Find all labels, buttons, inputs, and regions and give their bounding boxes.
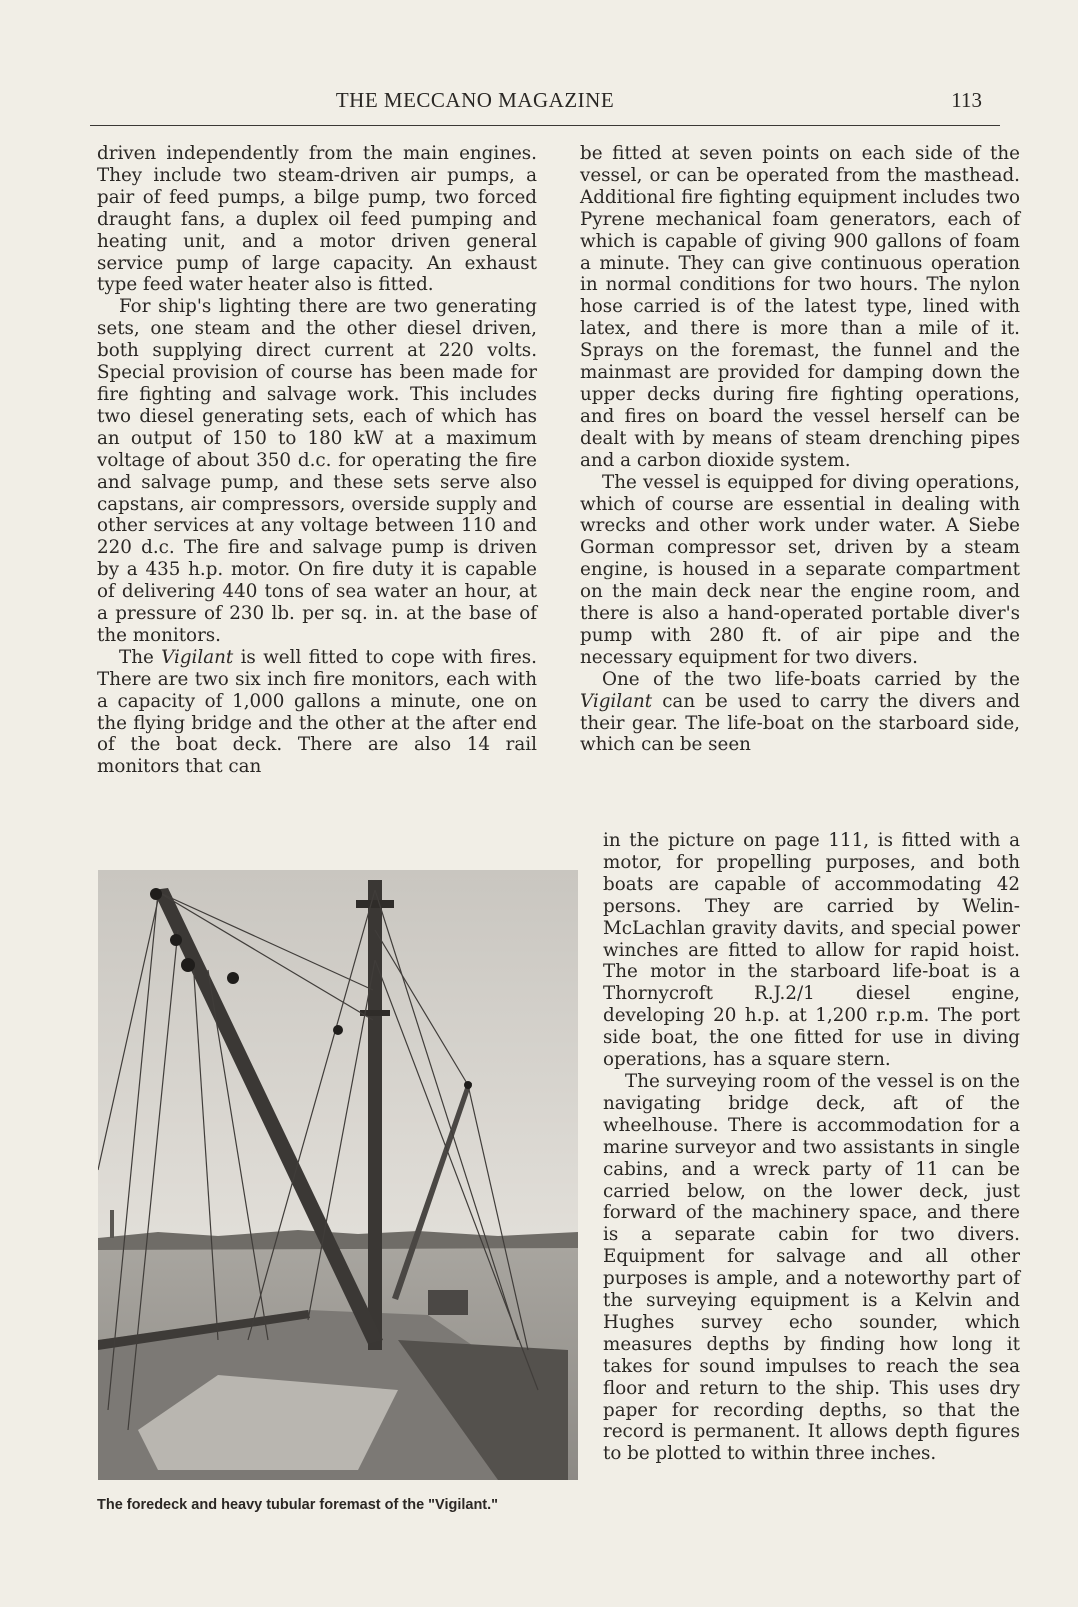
photo-caption: The foredeck and heavy tubular foremast of the "Vigilant." [97,1497,499,1513]
left-column [97,143,537,778]
paragraph-surveying: The surveying room of the vessel is on the navigating bridge deck, aft of the wheelhouse. There is accommodation for a marine surveyor and two assistants in single cabins, and a wreck party of 11 can be carried below, on the lower deck, just forward of the machinery space, and there is a separate cabin for two divers. Equipment for salvage and all other purposes is ample, and a noteworthy part of the surveying equipment is a Kelvin and Hughes survey echo sounder, which measures depths by finding how long it takes for sound impulses to reach the sea floor and return to the ship. This uses dry paper for recording depths, so that the record is permanent. It allows depth figures to be plotted to within three inches. [603,1070,1020,1465]
magazine-title: THE MECCANO MAGAZINE [335,88,615,112]
paragraph-machinery: driven independently from the main engines. They include two steam-driven air pumps, a pair of feed pumps, a bilge pump, two forced draught fans, a duplex oil feed pumping and heating unit, and a motor driven general service pump of large capacity. An exhaust type feed water heater also is fitted. [97,143,537,296]
paragraph-lifeboats-start: One of the two life-boats carried by the Vigilant can be used to carry the divers and their gear. The life-boat on the starboard side, which can be seen [580,668,1020,756]
header-rule [90,125,1000,126]
ship-name: Vigilant [580,690,653,712]
foredeck-photo [98,870,578,1480]
paragraph-lifeboats-continued: in the picture on page 111, is fitted with a motor, for propelling purposes, and both boats are capable of accommodating 42 persons. They are carried by Welin-McLachlan gravity davits, and special power winches are fitted to allow for rapid hoist. The motor in the starboard life-boat is a Thornycroft R.J.2/1 diesel engine, developing 20 h.p. at 1,200 r.p.m. The port side boat, the one fitted for use in diving operations, has a square stern. [603,830,1020,1071]
paragraph-fire-equipment: be fitted at seven points on each side of the vessel, or can be operated from the masthead. Additional fire fighting equipment includes two Pyrene mechanical foam generators, each of which is capable of giving 900 gallons of foam a minute. They can give continuous operation in normal conditions for two hours. The nylon hose carried is of the latest type, lined with latex, and there is more than a mile of it. Sprays on the foremast, the funnel and the mainmast are provided for damping down the upper decks during fire fighting operations, and fires on board the vessel herself can be dealt with by means of steam drenching pipes and a carbon dioxide system. [580,143,1020,471]
paragraph-diving: The vessel is equipped for diving operations, which of course are essential in dealing with wrecks and other work under water. A Siebe Gorman compressor set, driven by a steam engine, is housed in a separate compartment on the main deck near the engine room, and there is also a hand-operated portable diver's pump with 280 ft. of air pipe and the necessary equipment for two divers. [580,471,1020,668]
paragraph-lighting: For ship's lighting there are two generating sets, one steam and the other diesel driven, both supplying direct current at 220 volts. Special provision of course has been made for fire fighting and salvage work. This includes two diesel generating sets, each of which has an output of 150 to 180 kW at a maximum voltage of about 350 d.c. for operating the fire and salvage pump, and these sets serve also capstans, air compressors, overside supply and other services at any voltage between 110 and 220 d.c. The fire and salvage pump is driven by a 435 h.p. motor. On fire duty it is capable of delivering 440 tons of sea water an hour, at a pressure of 230 lb. per sq. in. at the base of the monitors. [97,296,537,646]
page-number: 113 [951,88,982,112]
page-header [90,88,1004,116]
ship-name: Vigilant [161,646,234,668]
right-column-top [580,143,1020,756]
paragraph-fire-monitors: The Vigilant is well fitted to cope with fires. There are two six inch fire monitors, each with a capacity of 1,000 gallons a minute, one on the flying bridge and the other at the after end of the boat deck. There are also 14 rail monitors that can [97,646,537,778]
right-column-bottom [603,830,1020,1465]
